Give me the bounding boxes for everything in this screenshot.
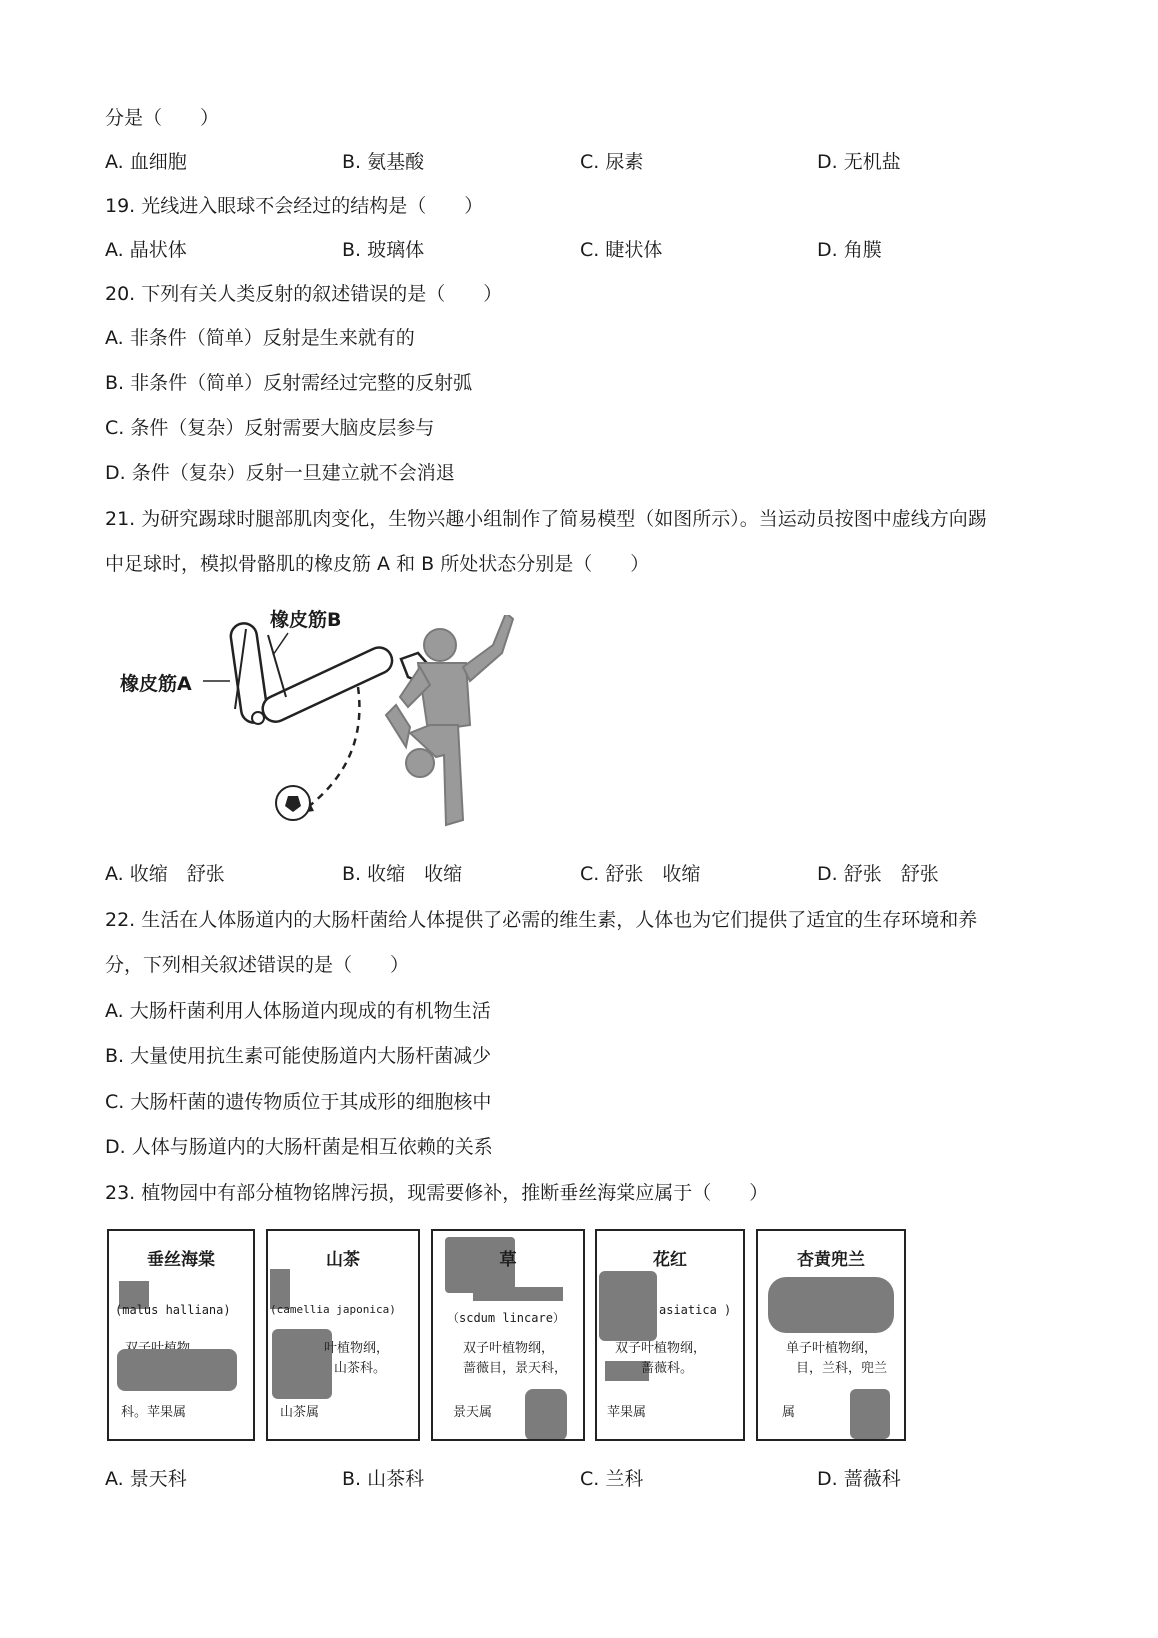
card-title: 山茶 xyxy=(326,1250,360,1270)
stain xyxy=(117,1349,237,1391)
q23-option-d[interactable]: D. 蔷薇科 xyxy=(817,1468,901,1490)
q20-option-b[interactable]: B. 非条件（简单）反射需经过完整的反射弧 xyxy=(105,372,473,394)
card-title: 垂丝海棠 xyxy=(147,1250,215,1270)
q18-option-a[interactable]: A. 血细胞 xyxy=(105,151,187,173)
q22-option-d[interactable]: D. 人体与肠道内的大肠杆菌是相互依赖的关系 xyxy=(105,1136,493,1158)
q23-option-c[interactable]: C. 兰科 xyxy=(580,1468,644,1490)
stain xyxy=(473,1287,563,1301)
card-desc-line2: 山茶科。 xyxy=(334,1361,387,1376)
q22-option-b[interactable]: B. 大量使用抗生素可能使肠道内大肠杆菌减少 xyxy=(105,1045,492,1067)
label-b-pointer xyxy=(273,633,288,655)
card-desc-line3: 景天属 xyxy=(453,1405,493,1420)
stain xyxy=(525,1389,567,1441)
shin-bar xyxy=(258,643,396,726)
q21-stem-line1: 21. 为研究踢球时腿部肌肉变化，生物兴趣小组制作了简易模型（如图所示）。当运动员按图中虚线方向踢 xyxy=(105,508,987,530)
q18-option-b[interactable]: B. 氨基酸 xyxy=(342,151,425,173)
stain xyxy=(768,1277,894,1333)
knee-joint xyxy=(252,712,264,724)
card-desc-line1: 双子叶植物纲， xyxy=(463,1341,555,1356)
q21-option-a[interactable]: A. 收缩 舒张 xyxy=(105,863,225,885)
card-latin-name: (malus halliana) xyxy=(115,1303,231,1317)
q20-option-a[interactable]: A. 非条件（简单）反射是生来就有的 xyxy=(105,327,415,349)
q19-option-d[interactable]: D. 角膜 xyxy=(817,239,882,261)
q19-option-b[interactable]: B. 玻璃体 xyxy=(342,239,425,261)
card-desc-line3: 属 xyxy=(782,1405,796,1420)
q22-option-c[interactable]: C. 大肠杆菌的遗传物质位于其成形的细胞核中 xyxy=(105,1091,492,1113)
label-rubber-band-b: 橡皮筋B xyxy=(270,609,342,631)
q19-stem: 19. 光线进入眼球不会经过的结构是（ ） xyxy=(105,195,484,217)
plant-card-shancha xyxy=(266,1229,420,1441)
q18-option-c[interactable]: C. 尿素 xyxy=(580,151,644,173)
q22-stem-line2: 分，下列相关叙述错误的是（ ） xyxy=(105,954,410,976)
player-silhouette xyxy=(386,615,513,825)
q21-stem-line2: 中足球时，模拟骨骼肌的橡皮筋 A 和 B 所处状态分别是（ ） xyxy=(105,553,650,575)
q21-option-d[interactable]: D. 舒张 舒张 xyxy=(817,863,939,885)
card-desc-line2: 蔷薇科。 xyxy=(641,1361,694,1376)
stain xyxy=(850,1389,890,1439)
card-title: 草 xyxy=(499,1250,517,1270)
plant-card-xinghuang-doulan xyxy=(756,1229,906,1441)
plant-card-jingtian xyxy=(431,1229,585,1441)
plant-card-chuisi-haitang xyxy=(107,1229,255,1441)
card-latin-name: (camellia japonica) xyxy=(270,1303,396,1316)
q21-option-c[interactable]: C. 舒张 收缩 xyxy=(580,863,701,885)
q23-option-b[interactable]: B. 山茶科 xyxy=(342,1468,425,1490)
label-rubber-band-a: 橡皮筋A xyxy=(120,673,192,695)
q20-option-c[interactable]: C. 条件（复杂）反射需要大脑皮层参与 xyxy=(105,417,435,439)
card-desc-line2: 目，兰科，兜兰 xyxy=(796,1361,888,1376)
card-desc-line2: 蔷薇目，景天科， xyxy=(463,1361,568,1376)
stain xyxy=(272,1329,332,1399)
q23-option-a[interactable]: A. 景天科 xyxy=(105,1468,187,1490)
q19-option-c[interactable]: C. 睫状体 xyxy=(580,239,663,261)
q23-stem: 23. 植物园中有部分植物铭牌污损，现需要修补，推断垂丝海棠应属于（ ） xyxy=(105,1182,769,1204)
q20-stem: 20. 下列有关人类反射的叙述错误的是（ ） xyxy=(105,283,503,305)
q22-option-a[interactable]: A. 大肠杆菌利用人体肠道内现成的有机物生活 xyxy=(105,1000,491,1022)
stain xyxy=(599,1271,657,1341)
q20-option-d[interactable]: D. 条件（复杂）反射一旦建立就不会消退 xyxy=(105,462,455,484)
rubber-band-b xyxy=(268,635,286,697)
card-desc-line1: 双子叶植物纲， xyxy=(615,1341,707,1356)
q19-option-a[interactable]: A. 晶状体 xyxy=(105,239,187,261)
card-title: 杏黄兜兰 xyxy=(797,1250,865,1270)
card-desc-line3: 苹果属 xyxy=(607,1405,647,1420)
q22-stem-line1: 22. 生活在人体肠道内的大肠杆菌给人体提供了必需的维生素，人体也为它们提供了适宜的生存环境和养 xyxy=(105,909,978,931)
card-desc-line1: 单子叶植物纲， xyxy=(786,1341,878,1356)
q18-stem-tail: 分是（ ） xyxy=(105,107,220,129)
q21-figure xyxy=(118,609,548,840)
q21-option-b[interactable]: B. 收缩 收缩 xyxy=(342,863,463,885)
card-desc-line2: 科。苹果属 xyxy=(121,1405,187,1420)
q18-option-d[interactable]: D. 无机盐 xyxy=(817,151,901,173)
card-latin-name: （scdum lincare） xyxy=(447,1311,565,1325)
plant-card-huahong xyxy=(595,1229,745,1441)
card-desc-line1: 叶植物纲， xyxy=(324,1341,390,1356)
leg-model-diagram xyxy=(118,615,548,840)
card-latin-name: asiatica ) xyxy=(659,1303,732,1317)
card-title: 花红 xyxy=(653,1250,687,1270)
card-desc-line3: 山茶属 xyxy=(280,1405,320,1420)
